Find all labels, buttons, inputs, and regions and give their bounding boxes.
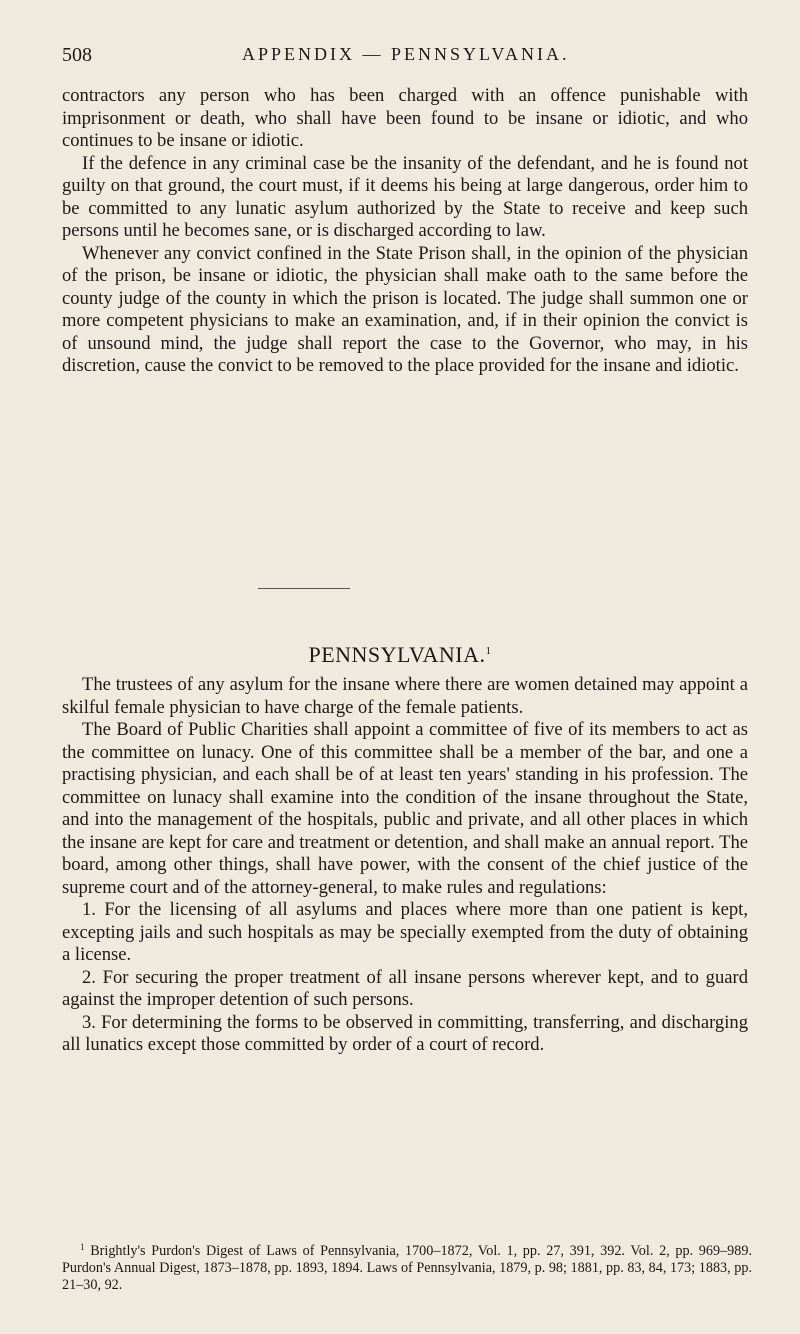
paragraph: contractors any person who has been charged with an offence punishable with imprisonment or death, who shall have been found to be insane or idiotic, and who continues to be insane or idiotic. [62, 85, 748, 151]
paragraph: If the defence in any criminal case be the insanity of the defendant, and he is found not guilty on that ground, the court must, if it deems his being at large dangerous, order him to be committed to any lunatic asylum authorized by the State to receive and keep such persons until he becomes sane, or is discharged according to law. [62, 152, 748, 241]
footnote-text: Brightly's Purdon's Digest of Laws of Pennsylvania, 1700–1872, Vol. 1, pp. 27, 391, 392. Vol. 2, pp. 969–989. Purdon's Annual Digest, 1873–1878, pp. 1893, 1894. Laws of Pennsylvania, 1879, p. 98; 1881, pp. 83, 84, 173; 1883, pp. 21–30, 92. [62, 1243, 753, 1293]
paragraph: The trustees of any asylum for the insane where there are women detained may appoint a skilful female physician to have charge of the female patients. [62, 674, 748, 718]
running-title: APPENDIX — PENNSYLVANIA. [242, 44, 570, 64]
paragraph: Whenever any convict confined in the State Prison shall, in the opinion of the physician of the prison, be insane or idiotic, the physician shall make oath to the same before the county judge of the county in which the prison is located. The judge shall summon one or more competent physicians to make an examination, and, if in their opinion the convict is of unsound mind, the judge shall report the case to the Governor, who may, in his discretion, cause the convict to be removed to the place provided for the insane and idiotic. [62, 242, 748, 376]
paragraph: The Board of Public Charities shall appoint a committee of five of its members to act as the committee on lunacy. One of this committee shall be a member of the bar, and one a practising physician, and each shall be of at least ten years' standing in his profession. The committee on lunacy shall examine into the condition of the insane throughout the State, and into the management of the hospitals, public and private, and all other places in which the insane are kept for care and treatment or detention, and shall make an annual report. The board, among other things, shall have power, with the consent of the chief justice of the supreme court and of the attorney-general, to make rules and regulations: [62, 719, 748, 898]
section-divider [258, 588, 350, 589]
section-heading [0, 642, 800, 668]
footnote-marker: 1 [485, 645, 492, 657]
section-heading-text: PENNSYLVANIA. [308, 642, 486, 667]
footnote [62, 1239, 752, 1294]
footnote-text-block [62, 1239, 752, 1294]
continued-text [62, 85, 748, 378]
list-item: 3. For determining the forms to be observed in committing, transferring, and discharging all lunatics except those committed by order of a court of record. [62, 1011, 748, 1055]
section-text [62, 674, 748, 1057]
footnote-number: 1 [80, 1242, 85, 1252]
page-header [62, 44, 742, 74]
list-item: 2. For securing the proper treatment of all insane persons wherever kept, and to guard against the improper detention of such persons. [62, 966, 748, 1010]
page-number: 508 [62, 44, 92, 66]
list-item: 1. For the licensing of all asylums and places where more than one patient is kept, excepting jails and such hospitals as may be specially exempted from the duty of obtaining a license. [62, 899, 748, 965]
